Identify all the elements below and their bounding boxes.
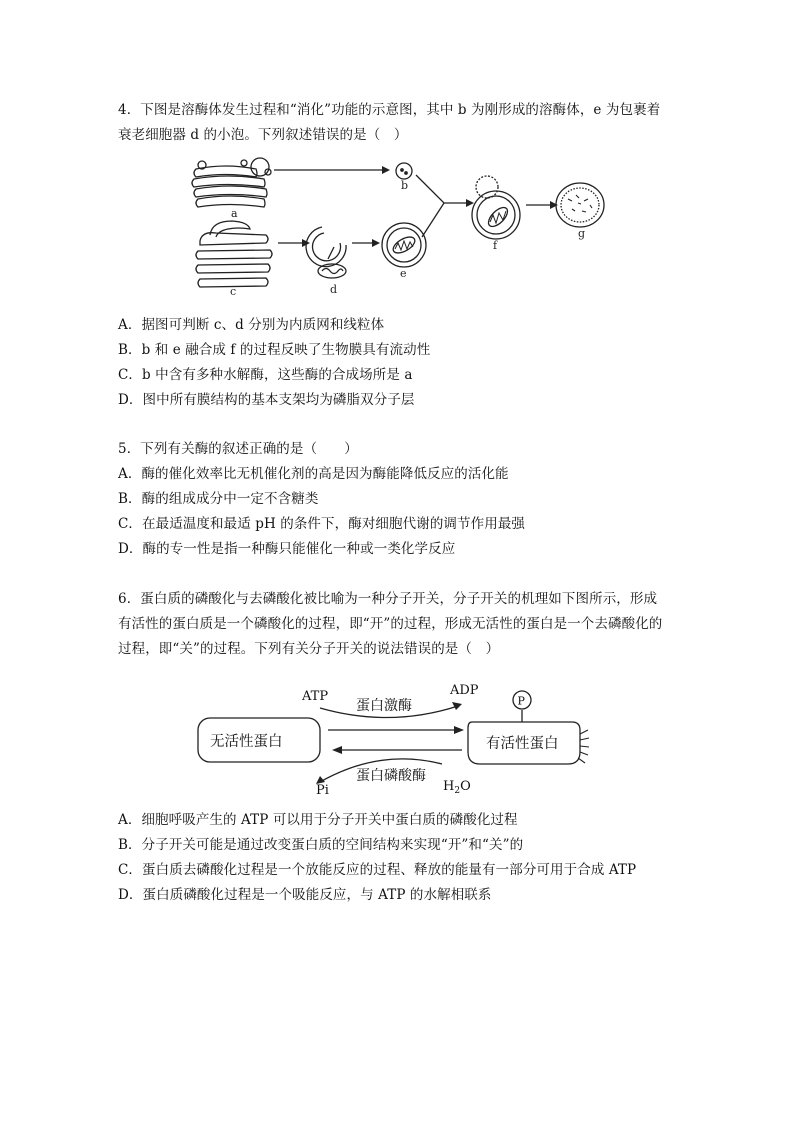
lysosome-b bbox=[396, 163, 412, 179]
label-a: a bbox=[231, 207, 238, 220]
label-f: f bbox=[493, 239, 498, 252]
golgi-apparatus bbox=[192, 158, 271, 207]
q5-option-b: B．酶的组成成分中一定不含糖类 bbox=[118, 491, 319, 507]
active-protein-label: 有活性蛋白 bbox=[486, 736, 559, 752]
q6-option-c: C．蛋白质去磷酸化过程是一个放能反应的过程、释放的能量有一部分可用于合成 ATP bbox=[118, 862, 637, 878]
label-b: b bbox=[401, 179, 409, 192]
phosphate-label: P bbox=[517, 694, 525, 708]
endoplasmic-reticulum bbox=[196, 221, 272, 287]
pi-label: Pi bbox=[316, 783, 329, 798]
label-d: d bbox=[330, 283, 338, 296]
q5-option-c: C．在最适温度和最适 pH 的条件下，酶对细胞代谢的调节作用最强 bbox=[118, 516, 526, 532]
q6-stem-line2: 有活性的蛋白质是一个磷酸化的过程，即“开”的过程，形成无活性的蛋白是一个去磷酸化的 bbox=[118, 616, 663, 632]
residual-body-g bbox=[556, 183, 604, 227]
label-c: c bbox=[230, 285, 237, 298]
q6-option-a: A．细胞呼吸产生的 ATP 可以用于分子开关中蛋白质的磷酸化过程 bbox=[118, 812, 518, 828]
q4-option-d: D．图中所有膜结构的基本支架均为磷脂双分子层 bbox=[118, 392, 415, 408]
phosphatase-label: 蛋白磷酸酶 bbox=[356, 768, 426, 784]
q6-option-b: B．分子开关可能是通过改变蛋白质的空间结构来实现“开”和“关”的 bbox=[118, 837, 524, 853]
forming-vesicle bbox=[306, 227, 346, 278]
q4-option-b: B．b 和 e 融合成 f 的过程反映了生物膜具有流动性 bbox=[118, 342, 431, 358]
fusion-f bbox=[472, 176, 520, 239]
q6-option-d: D．蛋白质磷酸化过程是一个吸能反应，与 ATP 的水解相联系 bbox=[118, 887, 492, 903]
atp-label: ATP bbox=[302, 689, 329, 704]
inactive-protein-label: 无活性蛋白 bbox=[210, 734, 283, 750]
q6-stem-line3: 过程，即“关”的过程。下列有关分子开关的说法错误的是（ ） bbox=[118, 641, 500, 657]
q5-option-a: A．酶的催化效率比无机催化剂的高是因为酶能降低反应的活化能 bbox=[118, 466, 509, 482]
q6-stem-line1: 6．蛋白质的磷酸化与去磷酸化被比喻为一种分子开关，分子开关的机理如下图所示，形成 bbox=[118, 591, 658, 607]
q5-stem: 5．下列有关酶的叙述正确的是（ ） bbox=[118, 441, 358, 457]
q4-stem-line2: 衰老细胞器 d 的小泡。下列叙述错误的是（ ） bbox=[118, 127, 408, 143]
q4-option-c: C．b 中含有多种水解酶，这些酶的合成场所是 a bbox=[118, 367, 413, 383]
process-arrows bbox=[274, 170, 552, 243]
vesicle-e bbox=[382, 223, 426, 267]
adp-label: ADP bbox=[450, 683, 479, 698]
q4-option-a: A．据图可判断 c、d 分别为内质网和线粒体 bbox=[118, 317, 385, 333]
water-label: $H_2O$ bbox=[443, 779, 471, 796]
label-e: e bbox=[400, 267, 407, 280]
q5-option-d: D．酶的专一性是指一种酶只能催化一种或一类化学反应 bbox=[118, 541, 456, 557]
lysosome-diagram bbox=[186, 155, 616, 303]
molecular-switch-diagram bbox=[190, 678, 610, 798]
kinase-label: 蛋白激酶 bbox=[356, 698, 412, 714]
label-g: g bbox=[578, 227, 586, 240]
q4-stem-line1: 4．下图是溶酶体发生过程和“消化”功能的示意图，其中 b 为刚形成的溶酶体，e 为包裹着 bbox=[118, 102, 661, 118]
